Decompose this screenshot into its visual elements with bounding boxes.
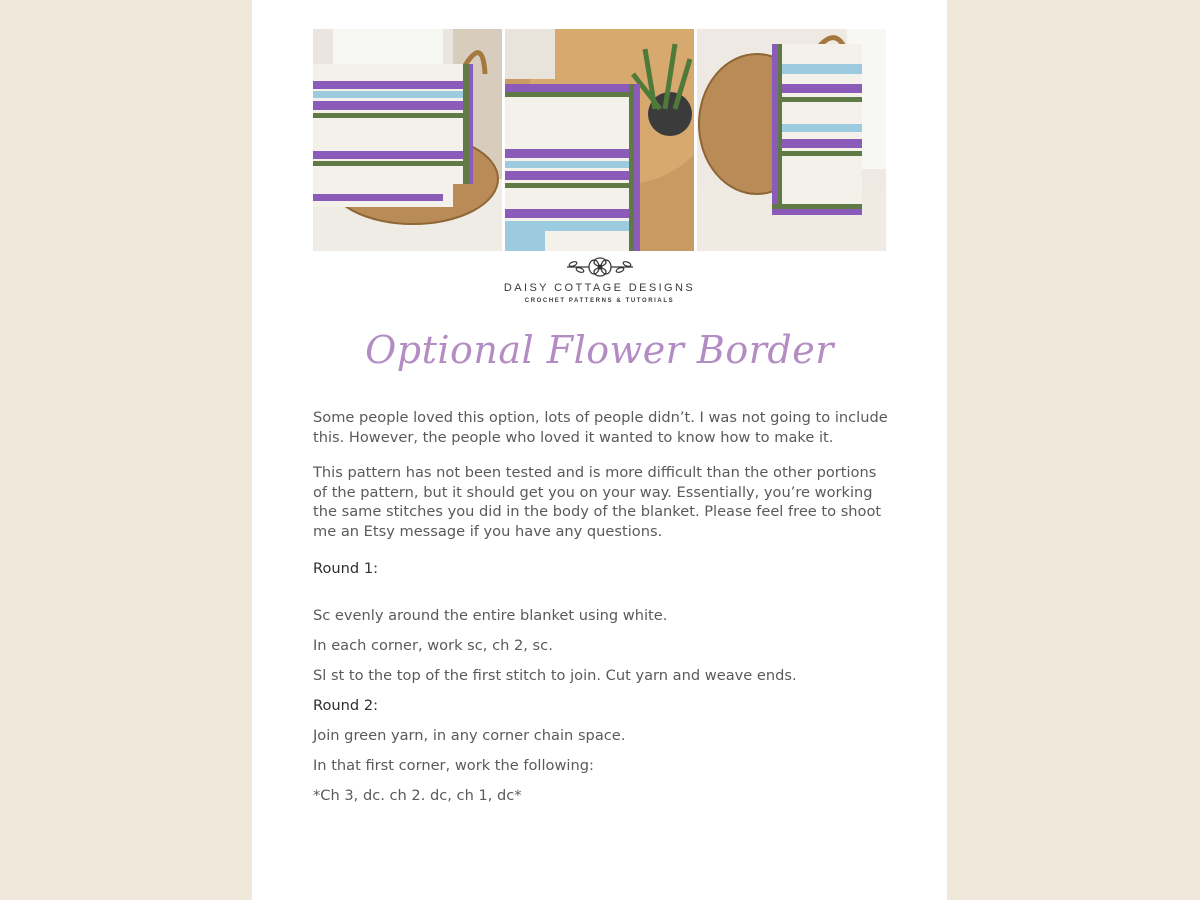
round-2-step: Join green yarn, in any corner chain space. [313, 726, 626, 744]
round-1-label: Round 1: [313, 560, 379, 577]
round-1-step: Sc evenly around the entire blanket using white. [313, 606, 668, 624]
blanket-photo-1 [313, 29, 502, 251]
round-1-step: Sl st to the top of the first stitch to join. Cut yarn and weave ends. [313, 666, 797, 684]
intro-paragraph: Some people loved this option, lots of people didn’t. I was not going to include this. However, the people who loved it wanted to know how to make it. [313, 409, 888, 446]
round-2-step: In that first corner, work the following: [313, 756, 594, 774]
round-2-step: *Ch 3, dc. ch 2. dc, ch 1, dc* [313, 786, 522, 804]
photo-collage [313, 29, 886, 251]
intro-paragraph: This pattern has not been tested and is more difficult than the other portions of the pattern, but it should get you on your way. Essentially, you’re working the same stitches you did in the body of the blanket. Please feel free to shoot me an Etsy message if you have any questions. [313, 464, 882, 540]
blanket-photo-2 [505, 29, 694, 251]
page-heading: Optional Flower Border [365, 328, 834, 372]
brand-logo [252, 256, 947, 304]
document-page [252, 0, 947, 900]
brand-name: DAISY COTTAGE DESIGNS [503, 282, 696, 294]
blanket-photo-3 [697, 29, 886, 251]
round-2-label: Round 2: [313, 696, 379, 714]
daisy-flower-icon [565, 256, 635, 278]
round-1-step: In each corner, work sc, ch 2, sc. [313, 636, 553, 654]
pattern-body [313, 408, 893, 816]
brand-tagline: CROCHET PATTERNS & TUTORIALS [524, 298, 675, 304]
